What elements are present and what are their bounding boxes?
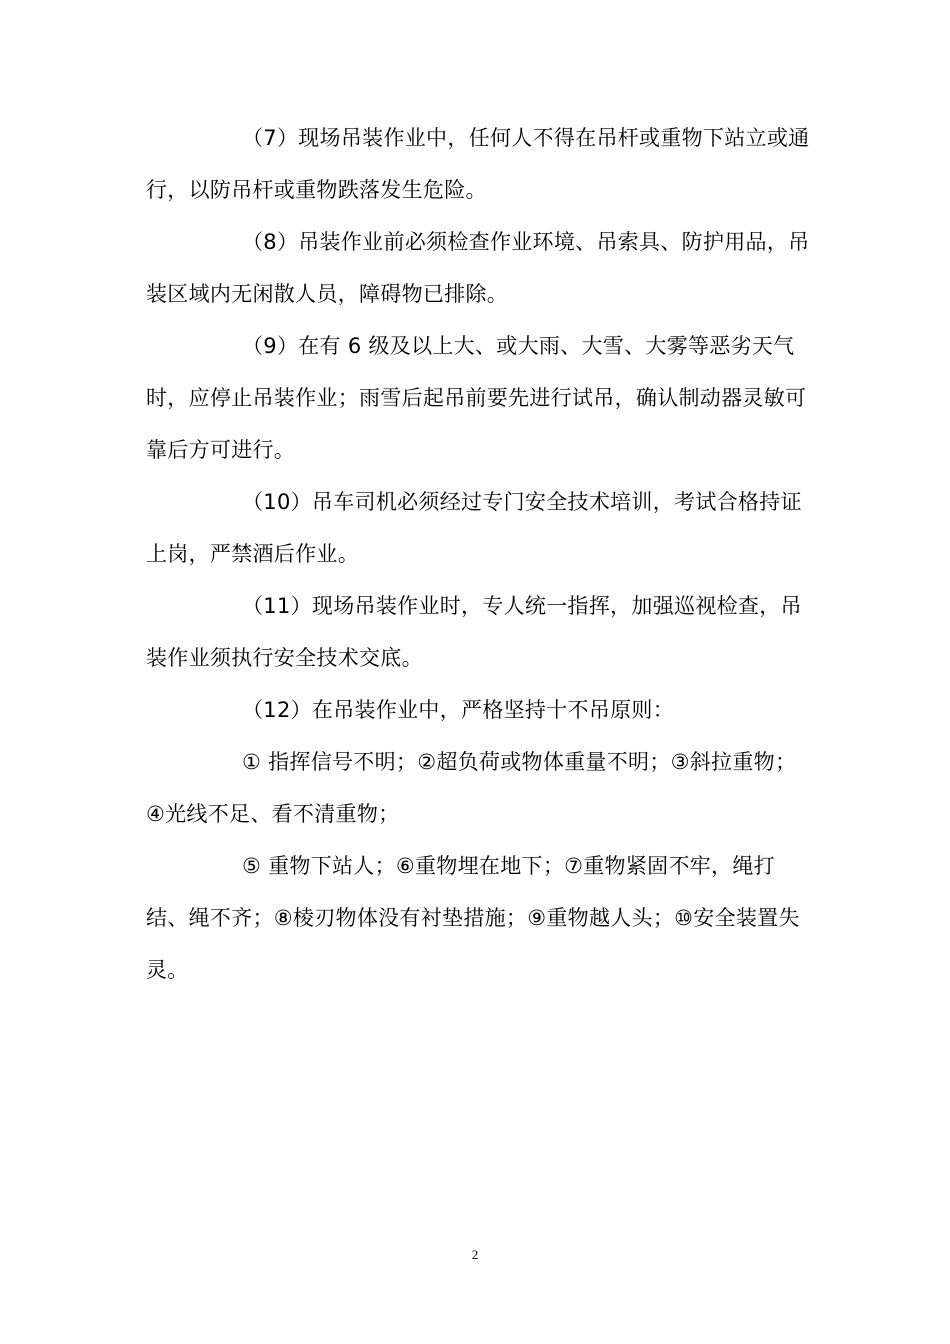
rule-list-part-1: ① 指挥信号不明；②超负荷或物体重量不明；③斜拉重物；④光线不足、看不清重物； [146,750,797,826]
paragraph-7: （7）现场吊装作业中，任何人不得在吊杆或重物下站立或通行，以防吊杆或重物跌落发生危险。 [146,126,810,202]
paragraph-9: （9）在有 6 级及以上大、或大雨、大雪、大雾等恶劣天气时，应停止吊装作业；雨雪后起吊前要先进行试吊，确认制动器灵敏可靠后方可进行。 [146,334,807,462]
paragraph-10: （10）吊车司机必须经过专门安全技术培训，考试合格持证上岗，严禁酒后作业。 [146,490,802,566]
paragraph-12: （12）在吊装作业中，严格坚持十不吊原则： [242,698,675,722]
paragraph-11: （11）现场吊装作业时，专人统一指挥，加强巡视检查，吊装作业须执行安全技术交底。 [146,594,802,670]
document-body [146,112,810,996]
page-number: 2 [471,1247,479,1262]
rule-list-part-2: ⑤ 重物下站人；⑥重物埋在地下；⑦重物紧固不牢，绳打结、绳不齐；⑧棱刃物体没有衬垫措施；⑨重物越人头；⑩安全装置失灵。 [146,854,800,982]
paragraph-8: （8）吊装作业前必须检查作业环境、吊索具、防护用品，吊装区域内无闲散人员，障碍物已排除。 [146,230,810,306]
